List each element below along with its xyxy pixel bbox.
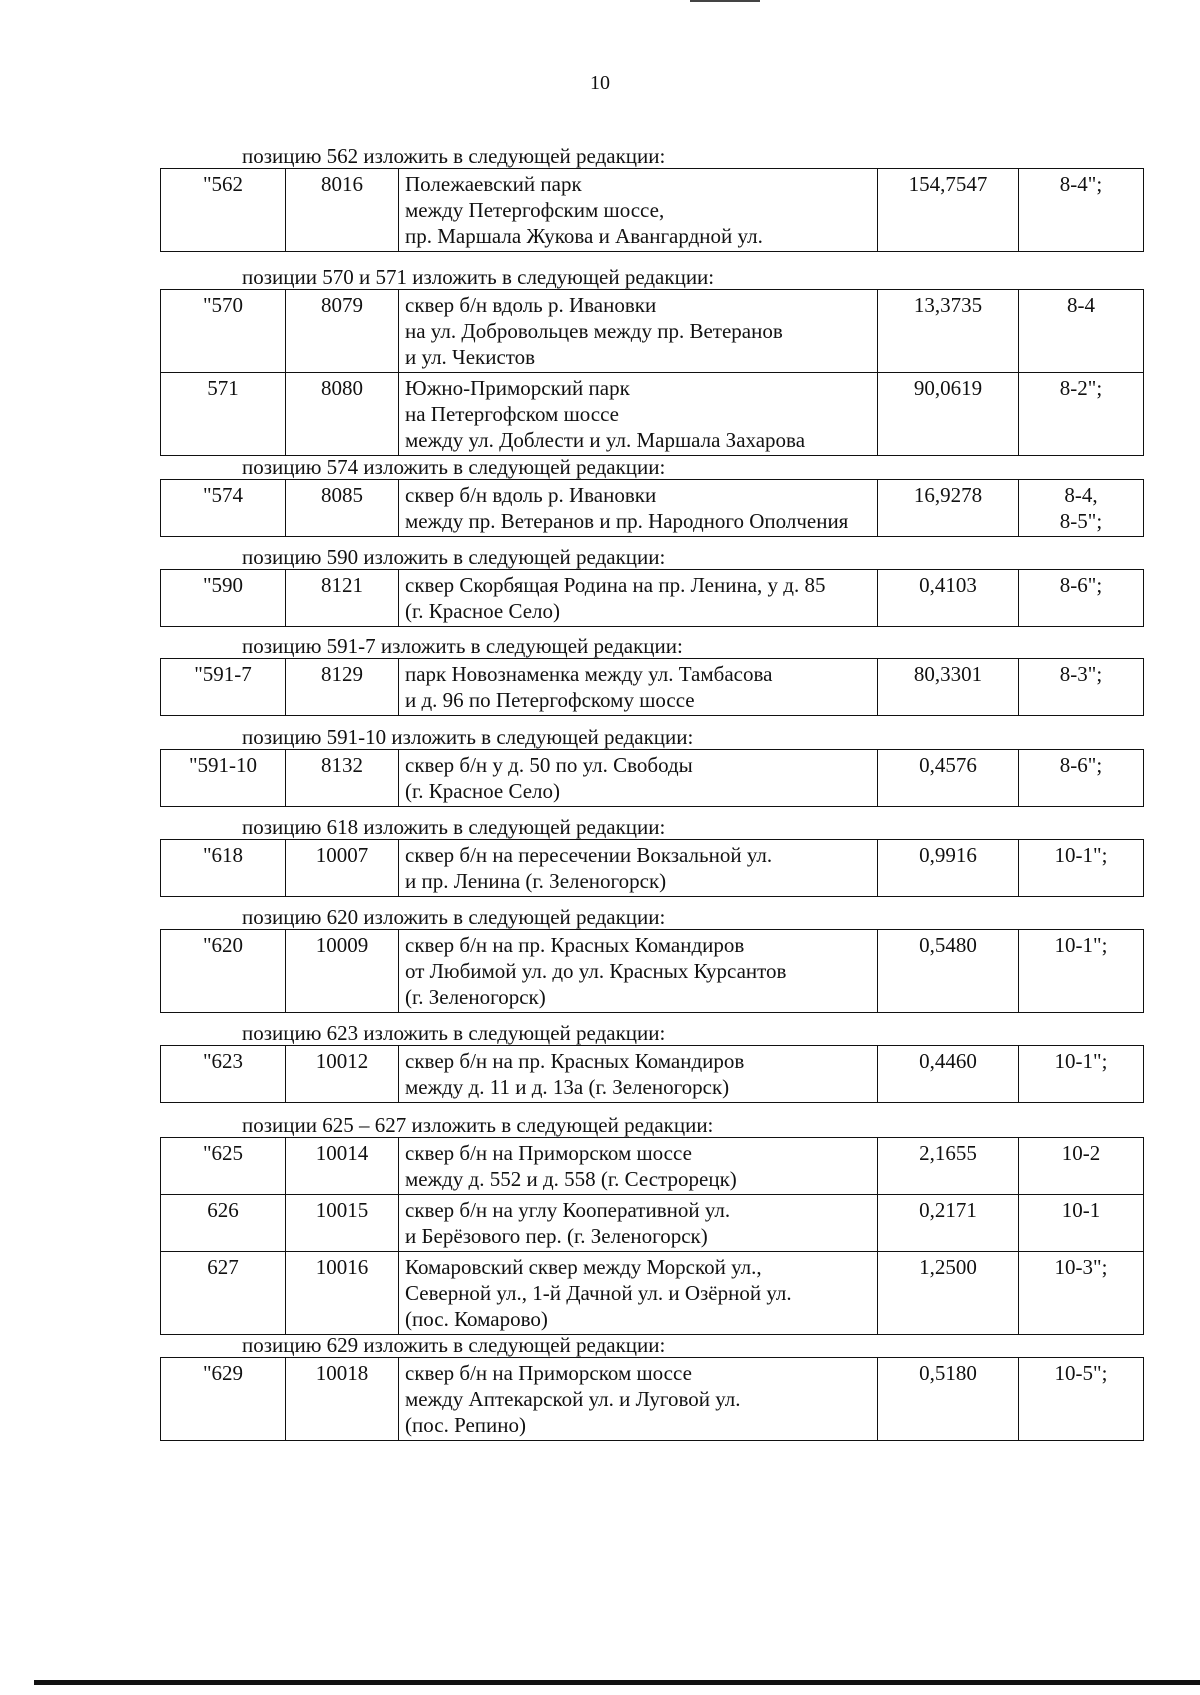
entries-table [160, 479, 1144, 537]
entries-table [160, 1357, 1144, 1441]
table-row [161, 930, 1144, 1013]
description-cell-line: сквер б/н у д. 50 по ул. Свободы [405, 753, 693, 777]
zone-cell [1019, 1046, 1144, 1103]
entries-table [160, 289, 1144, 456]
description-cell-line: сквер Скорбящая Родина на пр. Ленина, у д. 85 [405, 573, 826, 597]
description-cell-line: (пос. Репино) [405, 1413, 527, 1437]
zone-cell [1019, 1138, 1144, 1195]
entries-table [160, 839, 1144, 897]
object-code-cell: 8121 [286, 570, 399, 627]
entries-table [160, 929, 1144, 1013]
position-number-cell: "591-10 [161, 750, 286, 807]
description-cell-line: Северной ул., 1-й Дачной ул. и Озёрной ул. [405, 1281, 792, 1305]
zone-cell-line: 10-2 [1061, 1141, 1101, 1165]
object-code-cell: 10009 [286, 930, 399, 1013]
area-cell: 13,3735 [878, 290, 1019, 373]
area-cell: 0,2171 [878, 1195, 1019, 1252]
table-row [161, 1252, 1144, 1335]
position-number-cell: 626 [161, 1195, 286, 1252]
zone-cell-line: 10-1"; [1054, 933, 1108, 957]
zone-cell-line: 10-1"; [1054, 1049, 1108, 1073]
description-cell [399, 1195, 878, 1252]
position-number-cell: "590 [161, 570, 286, 627]
object-code-cell: 10012 [286, 1046, 399, 1103]
table-row [161, 840, 1144, 897]
zone-cell-line: 8-4 [1067, 293, 1095, 317]
object-code-cell: 10014 [286, 1138, 399, 1195]
description-cell [399, 659, 878, 716]
object-code-cell: 8079 [286, 290, 399, 373]
position-number-cell: "618 [161, 840, 286, 897]
section-caption: позицию 574 изложить в следующей редакции: [242, 455, 666, 479]
object-code-cell: 10018 [286, 1358, 399, 1441]
section-caption: позицию 620 изложить в следующей редакции: [242, 905, 666, 929]
description-cell [399, 290, 878, 373]
position-number-cell: "620 [161, 930, 286, 1013]
area-cell: 90,0619 [878, 373, 1019, 456]
description-cell-line: сквер б/н на пр. Красных Командиров [405, 933, 745, 957]
area-cell: 0,4460 [878, 1046, 1019, 1103]
area-cell: 16,9278 [878, 480, 1019, 537]
object-code-cell: 8132 [286, 750, 399, 807]
area-cell: 154,7547 [878, 169, 1019, 252]
description-cell-line: (г. Красное Село) [405, 599, 561, 623]
zone-cell [1019, 480, 1144, 537]
area-cell: 0,5480 [878, 930, 1019, 1013]
zone-cell [1019, 373, 1144, 456]
description-cell-line: сквер б/н на пр. Красных Командиров [405, 1049, 745, 1073]
description-cell-line: парк Новознаменка между ул. Тамбасова [405, 662, 773, 686]
description-cell-line: сквер б/н на Приморском шоссе [405, 1141, 692, 1165]
table-row [161, 373, 1144, 456]
object-code-cell: 10007 [286, 840, 399, 897]
description-cell [399, 570, 878, 627]
description-cell [399, 930, 878, 1013]
zone-cell [1019, 1358, 1144, 1441]
zone-cell-line: 10-1"; [1054, 843, 1108, 867]
description-cell-line: между д. 552 и д. 558 (г. Сестрорецк) [405, 1167, 737, 1191]
zone-cell-line: 10-3"; [1054, 1255, 1108, 1279]
description-cell [399, 169, 878, 252]
zone-cell [1019, 930, 1144, 1013]
table-row [161, 570, 1144, 627]
section-caption: позицию 591-10 изложить в следующей редакции: [242, 725, 694, 749]
entries-table [160, 658, 1144, 716]
zone-cell [1019, 840, 1144, 897]
zone-cell-line: 10-1 [1061, 1198, 1101, 1222]
object-code-cell: 8129 [286, 659, 399, 716]
object-code-cell: 8085 [286, 480, 399, 537]
section-caption: позицию 618 изложить в следующей редакции: [242, 815, 666, 839]
description-cell-line: на Петергофском шоссе [405, 402, 619, 426]
section-caption: позицию 629 изложить в следующей редакции: [242, 1333, 666, 1357]
description-cell [399, 750, 878, 807]
zone-cell-line: 8-3"; [1059, 662, 1103, 686]
zone-cell-line: 8-2"; [1059, 376, 1103, 400]
description-cell [399, 373, 878, 456]
scan-artifact-mark [690, 0, 760, 2]
object-code-cell: 8080 [286, 373, 399, 456]
position-number-cell: 571 [161, 373, 286, 456]
description-cell-line: и д. 96 по Петергофскому шоссе [405, 688, 695, 712]
position-number-cell: "574 [161, 480, 286, 537]
section-caption: позицию 562 изложить в следующей редакции: [242, 144, 666, 168]
description-cell-line: между Аптекарской ул. и Луговой ул. [405, 1387, 741, 1411]
table-row [161, 659, 1144, 716]
description-cell-line: на ул. Добровольцев между пр. Ветеранов [405, 319, 783, 343]
entries-table [160, 1045, 1144, 1103]
entries-table [160, 569, 1144, 627]
area-cell: 2,1655 [878, 1138, 1019, 1195]
zone-cell-line: 8-4, [1064, 483, 1098, 507]
zone-cell-line: 8-4"; [1059, 172, 1103, 196]
description-cell [399, 1046, 878, 1103]
table-row [161, 480, 1144, 537]
area-cell: 0,9916 [878, 840, 1019, 897]
description-cell-line: от Любимой ул. до ул. Красных Курсантов [405, 959, 787, 983]
description-cell-line: сквер б/н на пересечении Вокзальной ул. [405, 843, 773, 867]
position-number-cell: "623 [161, 1046, 286, 1103]
object-code-cell: 10016 [286, 1252, 399, 1335]
zone-cell [1019, 750, 1144, 807]
description-cell [399, 1252, 878, 1335]
table-row [161, 1138, 1144, 1195]
description-cell-line: между пр. Ветеранов и пр. Народного Ополчения [405, 509, 849, 533]
description-cell [399, 480, 878, 537]
table-row [161, 1195, 1144, 1252]
zone-cell-line: 8-6"; [1059, 753, 1103, 777]
area-cell: 1,2500 [878, 1252, 1019, 1335]
description-cell-line: и ул. Чекистов [405, 345, 536, 369]
section-caption: позиции 570 и 571 изложить в следующей редакции: [242, 265, 715, 289]
description-cell-line: (г. Зеленогорск) [405, 985, 546, 1009]
description-cell [399, 1358, 878, 1441]
description-cell-line: пр. Маршала Жукова и Авангардной ул. [405, 224, 763, 248]
section-caption: позицию 590 изложить в следующей редакции: [242, 545, 666, 569]
description-cell-line: между ул. Доблести и ул. Маршала Захарова [405, 428, 806, 452]
description-cell-line: (г. Красное Село) [405, 779, 561, 803]
description-cell-line: сквер б/н на Приморском шоссе [405, 1361, 692, 1385]
entries-table [160, 749, 1144, 807]
description-cell-line: сквер б/н вдоль р. Ивановки [405, 293, 657, 317]
table-row [161, 1358, 1144, 1441]
position-number-cell: "570 [161, 290, 286, 373]
object-code-cell: 8016 [286, 169, 399, 252]
position-number-cell: "625 [161, 1138, 286, 1195]
table-row [161, 169, 1144, 252]
description-cell-line: Южно-Приморский парк [405, 376, 630, 400]
position-number-cell: "591-7 [161, 659, 286, 716]
zone-cell [1019, 290, 1144, 373]
section-caption: позиции 625 – 627 изложить в следующей редакции: [242, 1113, 714, 1137]
area-cell: 80,3301 [878, 659, 1019, 716]
entries-table [160, 1137, 1144, 1335]
position-number-cell: 627 [161, 1252, 286, 1335]
table-row [161, 290, 1144, 373]
entries-table [160, 168, 1144, 252]
zone-cell [1019, 570, 1144, 627]
description-cell [399, 840, 878, 897]
zone-cell [1019, 1195, 1144, 1252]
zone-cell-line: 8-5"; [1059, 509, 1103, 533]
description-cell-line: сквер б/н вдоль р. Ивановки [405, 483, 657, 507]
position-number-cell: "629 [161, 1358, 286, 1441]
area-cell: 0,4576 [878, 750, 1019, 807]
page-number: 10 [590, 72, 610, 94]
bottom-scan-rule [34, 1680, 1200, 1685]
description-cell-line: между Петергофским шоссе, [405, 198, 665, 222]
zone-cell-line: 10-5"; [1054, 1361, 1108, 1385]
description-cell-line: сквер б/н на углу Кооперативной ул. [405, 1198, 731, 1222]
table-row [161, 1046, 1144, 1103]
section-caption: позицию 591-7 изложить в следующей редакции: [242, 634, 683, 658]
description-cell [399, 1138, 878, 1195]
position-number-cell: "562 [161, 169, 286, 252]
description-cell-line: и Берёзового пер. (г. Зеленогорск) [405, 1224, 708, 1248]
area-cell: 0,4103 [878, 570, 1019, 627]
object-code-cell: 10015 [286, 1195, 399, 1252]
zone-cell [1019, 1252, 1144, 1335]
section-caption: позицию 623 изложить в следующей редакции: [242, 1021, 666, 1045]
zone-cell [1019, 169, 1144, 252]
description-cell-line: Полежаевский парк [405, 172, 582, 196]
area-cell: 0,5180 [878, 1358, 1019, 1441]
description-cell-line: (пос. Комарово) [405, 1307, 548, 1331]
zone-cell [1019, 659, 1144, 716]
description-cell-line: между д. 11 и д. 13а (г. Зеленогорск) [405, 1075, 730, 1099]
zone-cell-line: 8-6"; [1059, 573, 1103, 597]
description-cell-line: и пр. Ленина (г. Зеленогорск) [405, 869, 667, 893]
description-cell-line: Комаровский сквер между Морской ул., [405, 1255, 762, 1279]
table-row [161, 750, 1144, 807]
